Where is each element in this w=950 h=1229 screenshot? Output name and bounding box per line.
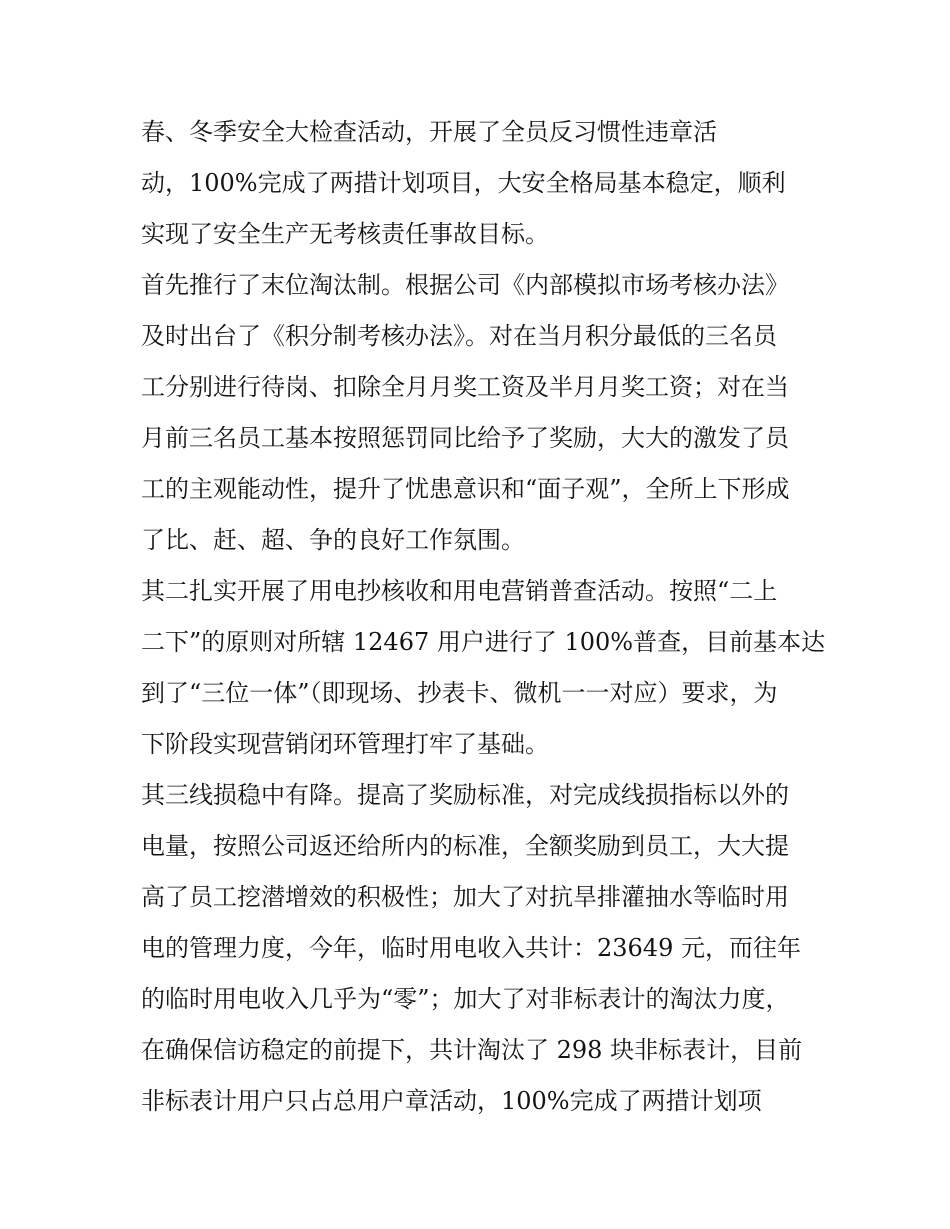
text-line: 非标表计用户只占总用户章活动，100%完成了两措计划项 — [141, 1087, 762, 1115]
text-line: 实现了安全生产无考核责任事故目标。 — [141, 220, 549, 248]
text-line: 工分别进行待岗、扣除全月月奖工资及半月月奖工资；对在当 — [141, 373, 789, 401]
text-line: 春、冬季安全大检查活动，开展了全员反习惯性违章活 — [141, 118, 717, 146]
text-line: 电的管理力度，今年，临时用电收入共计：23649 元，而往年 — [141, 934, 801, 962]
text-line: 及时出台了《积分制考核办法》。对在当月积分最低的三名员 — [141, 322, 777, 350]
text-line: 电量，按照公司返还给所内的标准，全额奖励到员工，大大提 — [141, 832, 789, 860]
text-line: 到了“三位一体”（即现场、抄表卡、微机一一对应）要求，为 — [141, 679, 778, 707]
text-line: 的临时用电收入几乎为“零”；加大了对非标表计的淘汰力度， — [141, 985, 790, 1013]
text-line: 在确保信访稳定的前提下，共计淘汰了 298 块非标表计，目前 — [141, 1036, 803, 1064]
text-line: 月前三名员工基本按照惩罚同比给予了奖励，大大的激发了员 — [141, 424, 789, 452]
text-line: 其二扎实开展了用电抄核收和用电营销普查活动。按照“二上 — [141, 577, 778, 605]
document-body — [141, 107, 826, 1127]
text-line: 动，100%完成了两措计划项目，大安全格局基本稳定，顺利 — [141, 169, 786, 197]
text-line: 了比、赶、超、争的良好工作氛围。 — [141, 526, 525, 554]
text-line: 高了员工挖潜增效的积极性；加大了对抗旱排灌抽水等临时用 — [141, 883, 789, 911]
text-line: 二下”的原则对所辖 12467 用户进行了 100%普查，目前基本达 — [141, 628, 826, 656]
text-line: 其三线损稳中有降。提高了奖励标准，对完成线损指标以外的 — [141, 781, 789, 809]
text-line: 首先推行了末位淘汰制。根据公司《内部模拟市场考核办法》 — [141, 271, 789, 299]
text-line: 下阶段实现营销闭环管理打牢了基础。 — [141, 730, 549, 758]
text-line: 工的主观能动性，提升了忧患意识和“面子观”，全所上下形成 — [141, 475, 790, 503]
